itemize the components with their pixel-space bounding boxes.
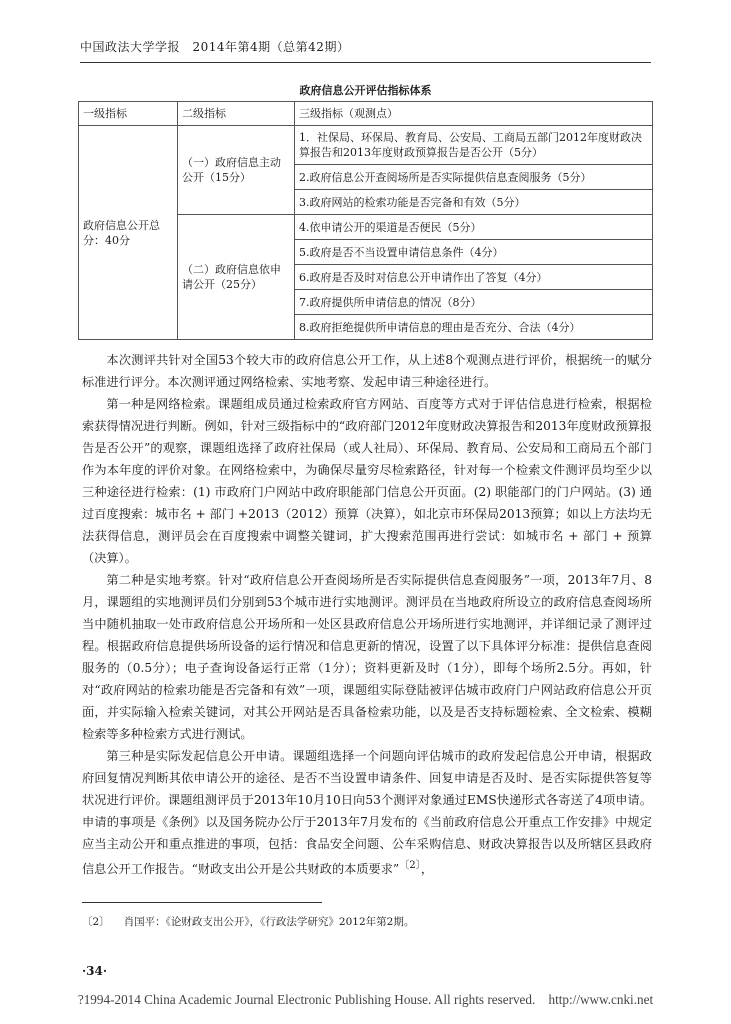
level2-cell: （一）政府信息主动公开（15分） (178, 126, 295, 215)
level1-cell: 政府信息公开总分：40分 (79, 126, 178, 340)
level3-cell: 3.政府网站的检索功能是否完备和有效（5分） (295, 190, 653, 215)
table-header-level1: 一级指标 (79, 102, 178, 126)
table-header-level2: 二级指标 (178, 102, 295, 126)
paragraph: 第二种是实地考察。针对“政府信息公开查阅场所是否实际提供信息查阅服务”一项，2013年7月、8月，课题组的实地测评员们分别到53个城市进行实地测评。测评员在当地政府所设立的政府信息查阅场所当中随机抽取一处市政府信息公开场所和一处区县政府信息公开场所进行实地测评，并详细记录了测评过程。根据政府信息提供场所设备的运行情况和信息更新的情况，设置了以下具体评分标准：提供信息查阅服务的（0.5分）；电子查询设备运行正常（1分）；资料更新及时（1分），即每个场所2.5分。再如，针对“政府网站的检索功能是否完备和有效”一项，课题组实际登陆被评估城市政府门户网站政府信息公开页面，并实际输入检索关键词，对其公开网站是否具备检索功能，以及是否支持标题检索、全文检索、模糊检索等多种检索方式进行测试。 (82, 573, 652, 741)
footnote-rule (82, 902, 322, 903)
table-title: 政府信息公开评估指标体系 (299, 84, 432, 97)
footnote-text: 肖国平：《论财政支出公开》，《行政法学研究》2012年第2期。 (123, 916, 415, 928)
level3-cell: 6.政府是否及时对信息公开申请作出了答复（4分） (295, 265, 653, 290)
paragraph-end: ， (420, 862, 434, 877)
paragraph-text: 第三种是实际发起信息公开申请。课题组选择一个问题向评估城市的政府发起信息公开申请，根据政府回复情况判断其依申请公开的途径、是否不当设置申请条件、回复申请是否及时、是否实际提供答复等状况进行评价。课题组测评员于2013年10月10日向53个测评对象通过EMS快递形式各寄送了4项申请。申请的事项是《条例》以及国务院办公厅于2013年7月发布的《当前政府信息公开重点工作安排》中规定应当主动公开和重点推进的事项，包括：食品安全问题、公车采购信息、财政决算报告以及所辖区县政府信息公开工作报告。“财政支出公开是公共财政的本质要求” (82, 749, 652, 877)
level3-cell: 7.政府提供所申请信息的情况（8分） (295, 290, 653, 315)
table-header-level3: 三级指标（观测点） (295, 102, 653, 126)
footnote (82, 914, 428, 929)
body-text (82, 349, 652, 880)
level3-cell: 4.依申请公开的渠道是否便民（5分） (295, 215, 653, 240)
level2-cell: （二）政府信息依申请公开（25分） (178, 215, 295, 340)
header-rule (80, 62, 651, 63)
page-number: ·34· (82, 964, 108, 978)
journal-header: 中国政法大学学报 2014年第4期（总第42期） (80, 40, 350, 54)
paragraph: 本次测评共针对全国53个较大市的政府信息公开工作，从上述8个观测点进行评价，根据统一的赋分标准进行评分。本次测评通过网络检索、实地考察、发起申请三种途径进行。 (82, 353, 652, 389)
table-header-row (79, 102, 653, 126)
table-row (79, 126, 653, 165)
level3-cell: 8.政府拒绝提供所申请信息的理由是否充分、合法（4分） (295, 315, 653, 340)
footnote-mark: 〔2〕 (82, 916, 110, 928)
footnote-ref: 〔2〕 (399, 860, 421, 871)
copyright-footer: ?1994-2014 China Academic Journal Electronic Publishing House. All rights reserved. http://www.cnki.net (77, 992, 654, 1007)
paragraph: 第一种是网络检索。课题组成员通过检索政府官方网站、百度等方式对于评估信息进行检索，根据检索获得情况进行判断。例如，针对三级指标中的“政府部门2012年度财政决算报告和2013年度财政预算报告是否公开”的观察，课题组选择了政府社保局（或人社局）、环保局、教育局、公安局和工商局五个部门作为本年度的评价对象。在网络检索中，为确保尽量穷尽检索路径，针对每一个检索文件测评员均至少以三种途径进行检索：(1) 市政府门户网站中政府职能部门信息公开页面。(2) 职能部门的门户网站。(3) 通过百度搜索：城市名 + 部门 +2013（2012）预算（决算），如北京市环保局2013预算；如以上方法均无法获得信息，测评员会在百度搜索中调整关键词，扩大搜索范围再进行尝试：如城市名 + 部门 + 预算（决算）。 (82, 397, 652, 565)
paragraph (82, 745, 652, 880)
level3-cell: 2.政府信息公开查阅场所是否实际提供信息查阅服务（5分） (295, 165, 653, 190)
level3-cell: 1．社保局、环保局、教育局、公安局、工商局五部门2012年度财政决算报告和2013年度财政预算报告是否公开（5分） (295, 126, 653, 165)
index-table (78, 101, 653, 340)
level3-cell: 5.政府是否不当设置申请信息条件（4分） (295, 240, 653, 265)
